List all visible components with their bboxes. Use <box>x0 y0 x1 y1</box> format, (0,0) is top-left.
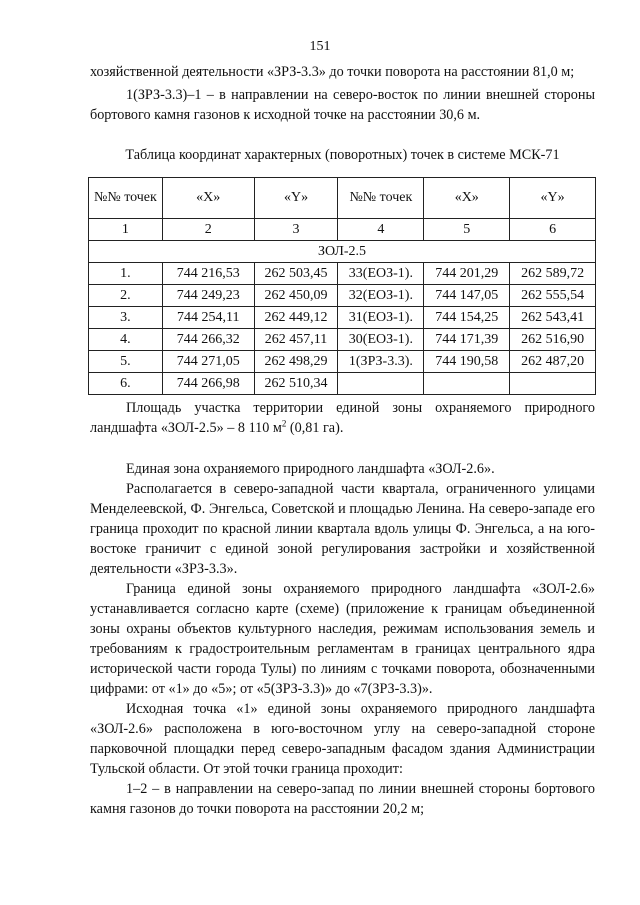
table-cell <box>424 373 510 395</box>
table-caption: Таблица координат характерных (поворотных) точек в системе МСК-71 <box>125 147 560 163</box>
area-paragraph <box>90 398 595 438</box>
header-point-no-2: №№ точек <box>338 178 424 219</box>
table-cell: 744 190,58 <box>424 351 510 373</box>
table-cell: 31(ЕОЗ-1). <box>338 307 424 329</box>
zol26-section <box>90 459 595 819</box>
col-number: 3 <box>254 219 338 241</box>
table-cell <box>510 373 596 395</box>
table-row <box>89 307 596 329</box>
table-row <box>89 285 596 307</box>
table-cell: 262 589,72 <box>510 263 596 285</box>
table-header-row <box>89 178 596 219</box>
intro-line-1: хозяйственной деятельности «ЗРЗ-3.3» до точки поворота на расстоянии 81,0 м; <box>90 64 575 80</box>
col-number: 6 <box>510 219 596 241</box>
table-cell: 744 171,39 <box>424 329 510 351</box>
table-cell: 744 216,53 <box>162 263 254 285</box>
table-cell: 2. <box>89 285 163 307</box>
table-cell: 1(ЗРЗ-3.3). <box>338 351 424 373</box>
header-x: «X» <box>162 178 254 219</box>
table-cell: 744 266,98 <box>162 373 254 395</box>
table-cell: 262 457,11 <box>254 329 338 351</box>
table-cell: 30(ЕОЗ-1). <box>338 329 424 351</box>
col-number: 2 <box>162 219 254 241</box>
header-x-2: «X» <box>424 178 510 219</box>
table-cell: 744 147,05 <box>424 285 510 307</box>
header-y-2: «Y» <box>510 178 596 219</box>
section-row <box>89 241 596 263</box>
col-number: 4 <box>338 219 424 241</box>
col-number: 1 <box>89 219 163 241</box>
table-row <box>89 373 596 395</box>
table-cell: 4. <box>89 329 163 351</box>
paragraph: 1–2 – в направлении на северо-запад по линии внешней стороны бортового камня газонов до точки поворота на расстоянии 20,2 м; <box>90 781 595 817</box>
table-cell <box>338 373 424 395</box>
table-cell: 6. <box>89 373 163 395</box>
table-cell: 262 449,12 <box>254 307 338 329</box>
column-number-row <box>89 219 596 241</box>
table-cell: 32(ЕОЗ-1). <box>338 285 424 307</box>
table-cell: 744 254,11 <box>162 307 254 329</box>
header-point-no: №№ точек <box>89 178 163 219</box>
zol26-heading: Единая зона охраняемого природного ландшафта «ЗОЛ-2.6». <box>126 461 495 477</box>
page-number: 151 <box>309 39 331 54</box>
intro-block <box>90 62 595 125</box>
table-cell: 5. <box>89 351 163 373</box>
paragraph: Граница единой зоны охраняемого природного ландшафта «ЗОЛ-2.6» устанавливается согласно карте (схеме) (приложение к границам объединенной зоны охраны объектов культурного наследия, режимам использования земель и требованиям к градостроительным регламентам в границах центрального ядра исторической части города Тулы) по линиям с точками поворота, обозначенными цифрами: от «1» до «5»; от «5(ЗРЗ-3.3)» до «7(ЗРЗ-3.3)». <box>90 581 595 697</box>
table-cell: 1. <box>89 263 163 285</box>
area-text: Площадь участка территории единой зоны охраняемого природного ландшафта «ЗОЛ-2.5» – 8 110 м <box>90 400 595 436</box>
paragraph: Исходная точка «1» единой зоны охраняемого природного ландшафта «ЗОЛ-2.6» расположена в юго-восточном углу на северо-западной стороне парковочной площадки перед северо-западным фасадом здания Администрации Тульской области. От этой точки граница проходит: <box>90 701 595 777</box>
intro-line-2: 1(ЗРЗ-3.3)–1 – в направлении на северо-восток по линии внешней стороны бортового камня газонов к исходной точке на расстоянии 30,6 м. <box>90 87 595 123</box>
table-cell: 262 510,34 <box>254 373 338 395</box>
table-cell: 744 249,23 <box>162 285 254 307</box>
table-cell: 262 498,29 <box>254 351 338 373</box>
table-cell: 744 201,29 <box>424 263 510 285</box>
table-cell: 3. <box>89 307 163 329</box>
table-cell: 744 271,05 <box>162 351 254 373</box>
table-row <box>89 351 596 373</box>
table-row <box>89 329 596 351</box>
coordinates-table <box>88 177 596 395</box>
table-cell: 262 516,90 <box>510 329 596 351</box>
table-cell: 744 154,25 <box>424 307 510 329</box>
table-cell: 262 555,54 <box>510 285 596 307</box>
section-title: ЗОЛ-2.5 <box>89 241 596 263</box>
col-number: 5 <box>424 219 510 241</box>
table-cell: 262 543,41 <box>510 307 596 329</box>
table-row <box>89 263 596 285</box>
header-y: «Y» <box>254 178 338 219</box>
table-cell: 262 450,09 <box>254 285 338 307</box>
table-cell: 262 487,20 <box>510 351 596 373</box>
paragraph: Располагается в северо-западной части квартала, ограниченного улицами Менделеевской, Ф. Энгельса, Советской и площадью Ленина. На северо-западе его граница проходит по красной линии квартала вдоль улицы Ф. Энгельса, а на юго-востоке граничит с единой зоной регулирования застройки и хозяйственной деятельности «ЗРЗ-3.3». <box>90 481 595 577</box>
table-cell: 33(ЕОЗ-1). <box>338 263 424 285</box>
area-unit-superscript: 2 <box>281 418 287 429</box>
area-tail: (0,81 га). <box>286 420 344 436</box>
table-cell: 262 503,45 <box>254 263 338 285</box>
table-cell: 744 266,32 <box>162 329 254 351</box>
